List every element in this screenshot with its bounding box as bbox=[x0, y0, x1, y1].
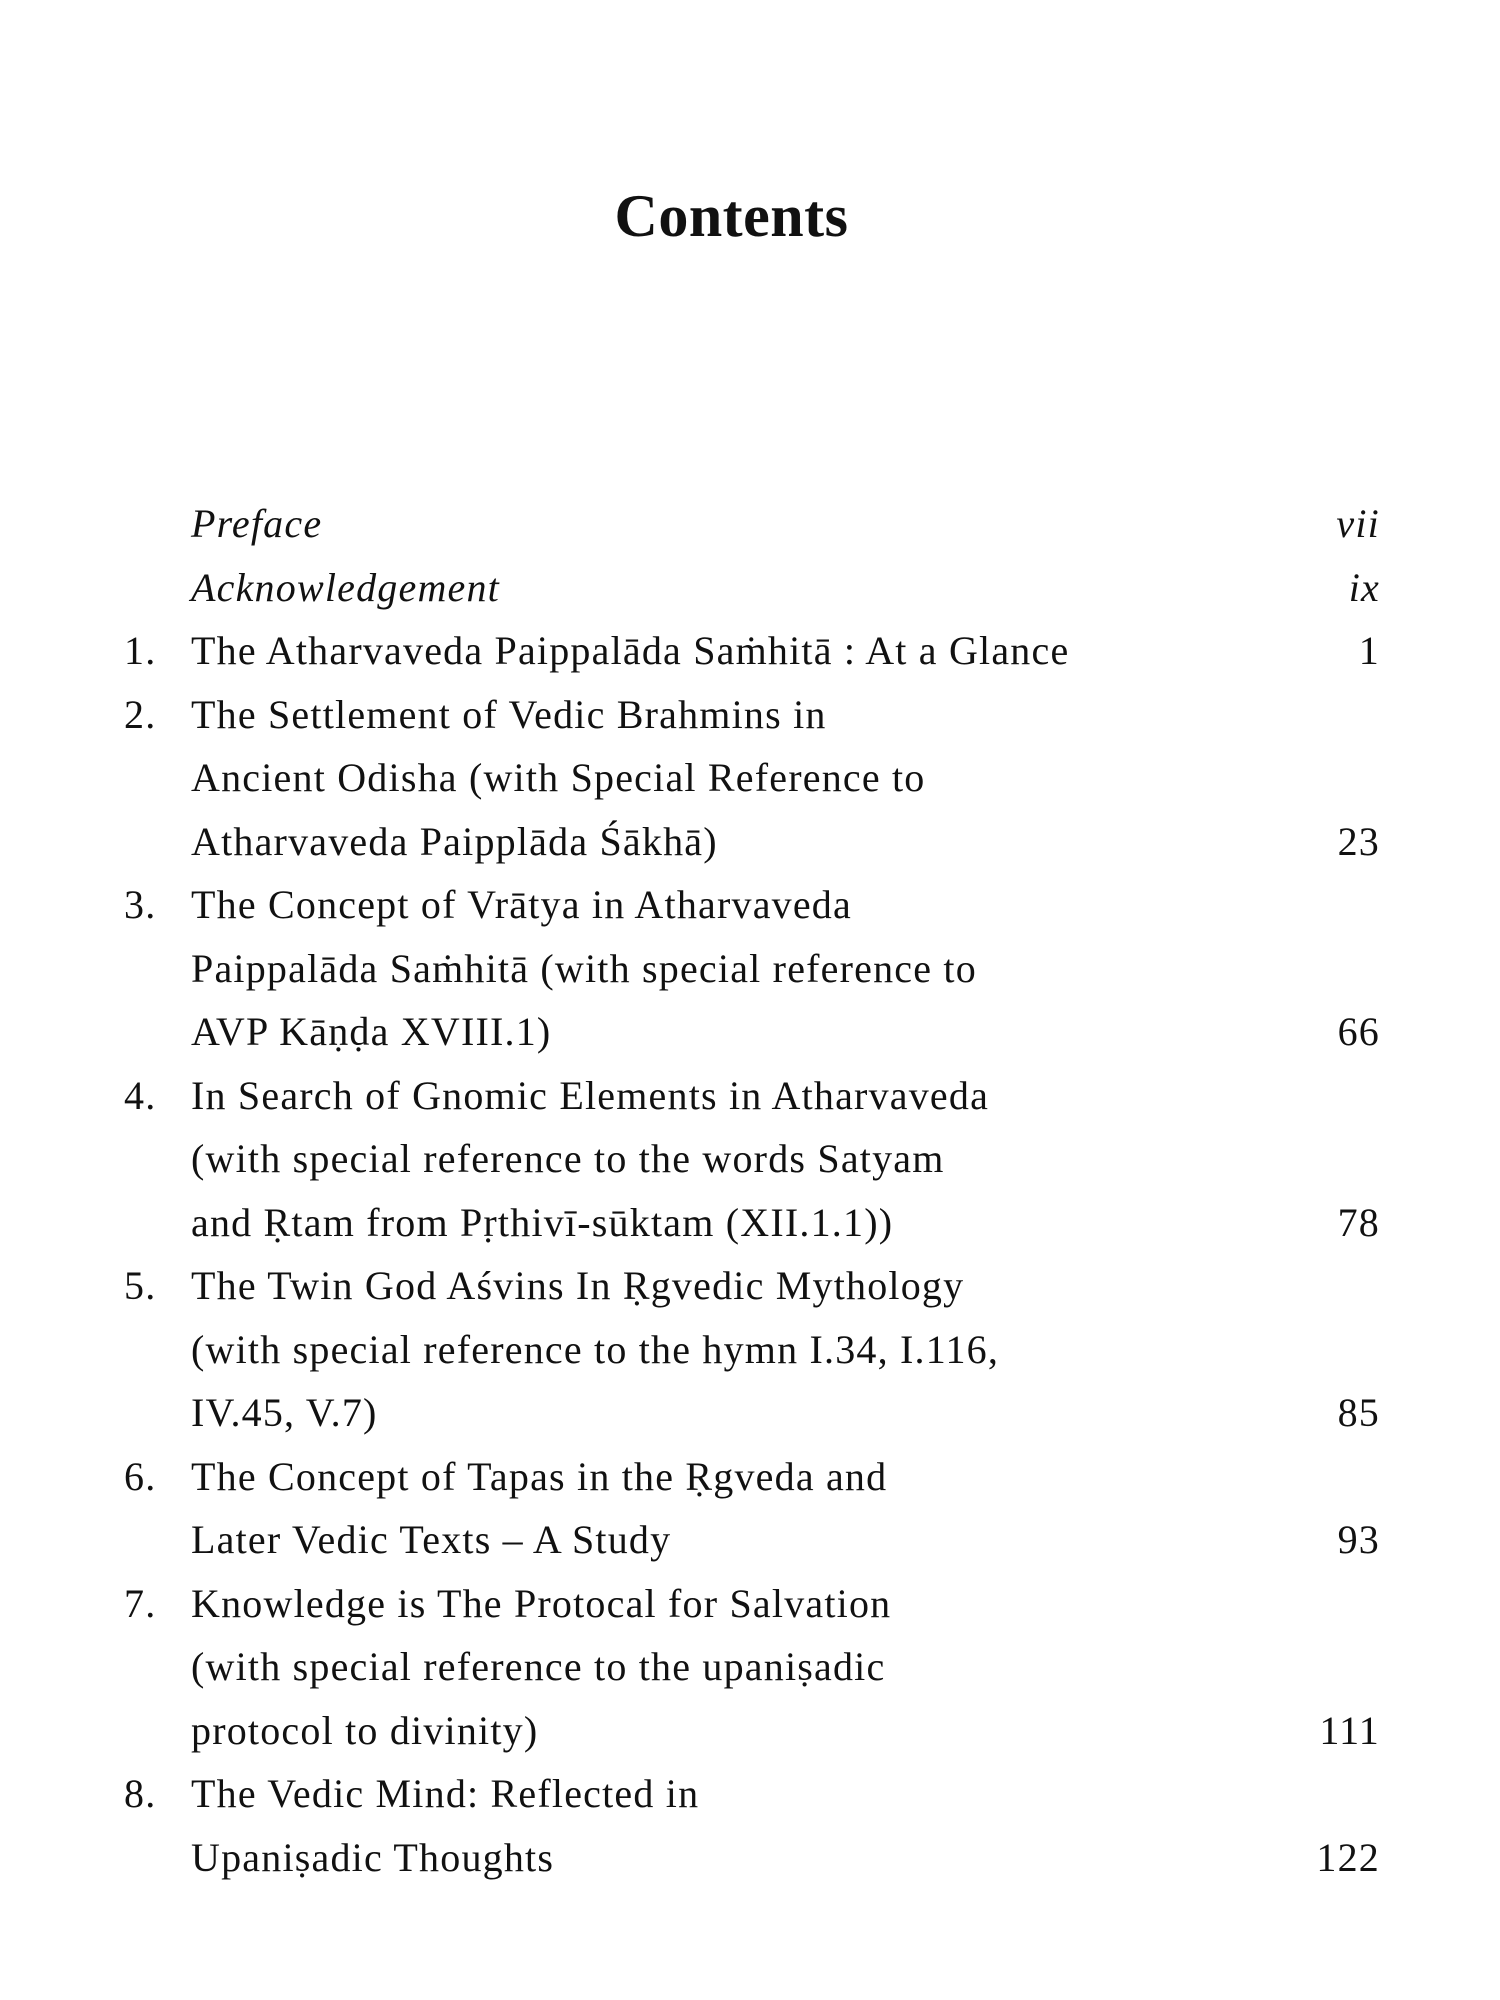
chapter-title-line: The Settlement of Vedic Brahmins in bbox=[191, 691, 827, 737]
toc-entry-chapter-4 bbox=[0, 1064, 1500, 1128]
toc-entry-chapter-1 bbox=[0, 619, 1500, 683]
entry-page-number: 66 bbox=[1337, 1009, 1380, 1054]
chapter-title-line: The Twin God Aśvins In Ṛgvedic Mythology bbox=[191, 1263, 965, 1308]
chapter-title-line: The Vedic Mind: Reflected in bbox=[191, 1771, 700, 1816]
toc-entry-continuation bbox=[0, 1826, 1500, 1890]
toc-entry-continuation bbox=[0, 1127, 1500, 1191]
toc-entry-continuation bbox=[0, 746, 1500, 810]
entry-title: Acknowledgement bbox=[191, 564, 500, 610]
toc-entry-chapter-7 bbox=[0, 1572, 1500, 1636]
chapter-title-line: IV.45, V.7) bbox=[191, 1390, 378, 1435]
entry-page-number: 78 bbox=[1337, 1199, 1380, 1245]
chapter-title-line: Ancient Odisha (with Special Reference to bbox=[191, 755, 926, 800]
toc-entry-continuation bbox=[0, 1508, 1500, 1572]
chapter-number: 3. bbox=[124, 882, 157, 927]
chapter-title-line: Upaniṣadic Thoughts bbox=[191, 1834, 555, 1880]
toc-entry-chapter-5 bbox=[0, 1254, 1500, 1318]
chapter-number: 1. bbox=[124, 628, 157, 673]
chapter-title-line: AVP Kāṇḍa XVIII.1) bbox=[191, 1009, 552, 1054]
toc-entry-chapter-3 bbox=[0, 873, 1500, 937]
chapter-title-line: and Ṛtam from Pṛthivī-sūktam (XII.1.1)) bbox=[191, 1199, 894, 1245]
chapter-title-line: In Search of Gnomic Elements in Atharvaveda bbox=[191, 1072, 990, 1118]
chapter-title-line: (with special reference to the hymn I.34, I.116, bbox=[191, 1326, 1000, 1372]
chapter-title-line: (with special reference to the upaniṣadic bbox=[191, 1644, 886, 1689]
toc-entry-continuation bbox=[0, 1699, 1500, 1763]
toc-entry-continuation bbox=[0, 1318, 1500, 1382]
toc-entry-continuation bbox=[0, 810, 1500, 874]
toc-entry-acknowledgement bbox=[0, 556, 1500, 620]
chapter-title-line: Later Vedic Texts – A Study bbox=[191, 1517, 672, 1562]
chapter-title-line: protocol to divinity) bbox=[191, 1707, 539, 1753]
toc-entry-preface bbox=[0, 492, 1500, 556]
toc-entry-continuation bbox=[0, 1381, 1500, 1445]
chapter-number: 7. bbox=[124, 1580, 157, 1626]
chapter-title-line: The Concept of Vrātya in Atharvaveda bbox=[191, 882, 852, 927]
page-title: Contents bbox=[614, 183, 849, 249]
chapter-number: 6. bbox=[124, 1453, 157, 1499]
chapter-title-line: The Atharvaveda Paippalāda Saṁhitā : At a Glance bbox=[191, 628, 1070, 673]
toc-entry-chapter-2 bbox=[0, 683, 1500, 747]
entry-title: Preface bbox=[191, 501, 323, 546]
entry-page-number: 111 bbox=[1319, 1707, 1380, 1753]
entry-page-number: 23 bbox=[1337, 818, 1380, 864]
entry-page-number: 85 bbox=[1337, 1390, 1380, 1435]
toc-entry-chapter-6 bbox=[0, 1445, 1500, 1509]
entry-page-number: 122 bbox=[1316, 1834, 1380, 1880]
toc-entry-continuation bbox=[0, 1000, 1500, 1064]
chapter-title-line: (with special reference to the words Satyam bbox=[191, 1136, 945, 1181]
entry-page-number: 1 bbox=[1358, 628, 1380, 673]
chapter-number: 5. bbox=[124, 1263, 157, 1308]
toc-entry-continuation bbox=[0, 937, 1500, 1001]
entry-page-number: 93 bbox=[1337, 1517, 1380, 1562]
chapter-title-line: Atharvaveda Paipplāda Śākhā) bbox=[191, 818, 718, 864]
chapter-number: 4. bbox=[124, 1072, 157, 1118]
entry-page-number: vii bbox=[1336, 501, 1380, 546]
chapter-title-line: Paippalāda Saṁhitā (with special reference to bbox=[191, 945, 977, 991]
chapter-title-line: The Concept of Tapas in the Ṛgveda and bbox=[191, 1453, 888, 1499]
chapter-title-line: Knowledge is The Protocal for Salvation bbox=[191, 1580, 892, 1626]
toc-entry-continuation bbox=[0, 1635, 1500, 1699]
toc-entry-continuation bbox=[0, 1191, 1500, 1255]
entry-page-number: ix bbox=[1348, 564, 1380, 610]
table-of-contents bbox=[0, 492, 1500, 1889]
chapter-number: 8. bbox=[124, 1771, 157, 1816]
toc-entry-chapter-8 bbox=[0, 1762, 1500, 1826]
chapter-number: 2. bbox=[124, 691, 157, 737]
